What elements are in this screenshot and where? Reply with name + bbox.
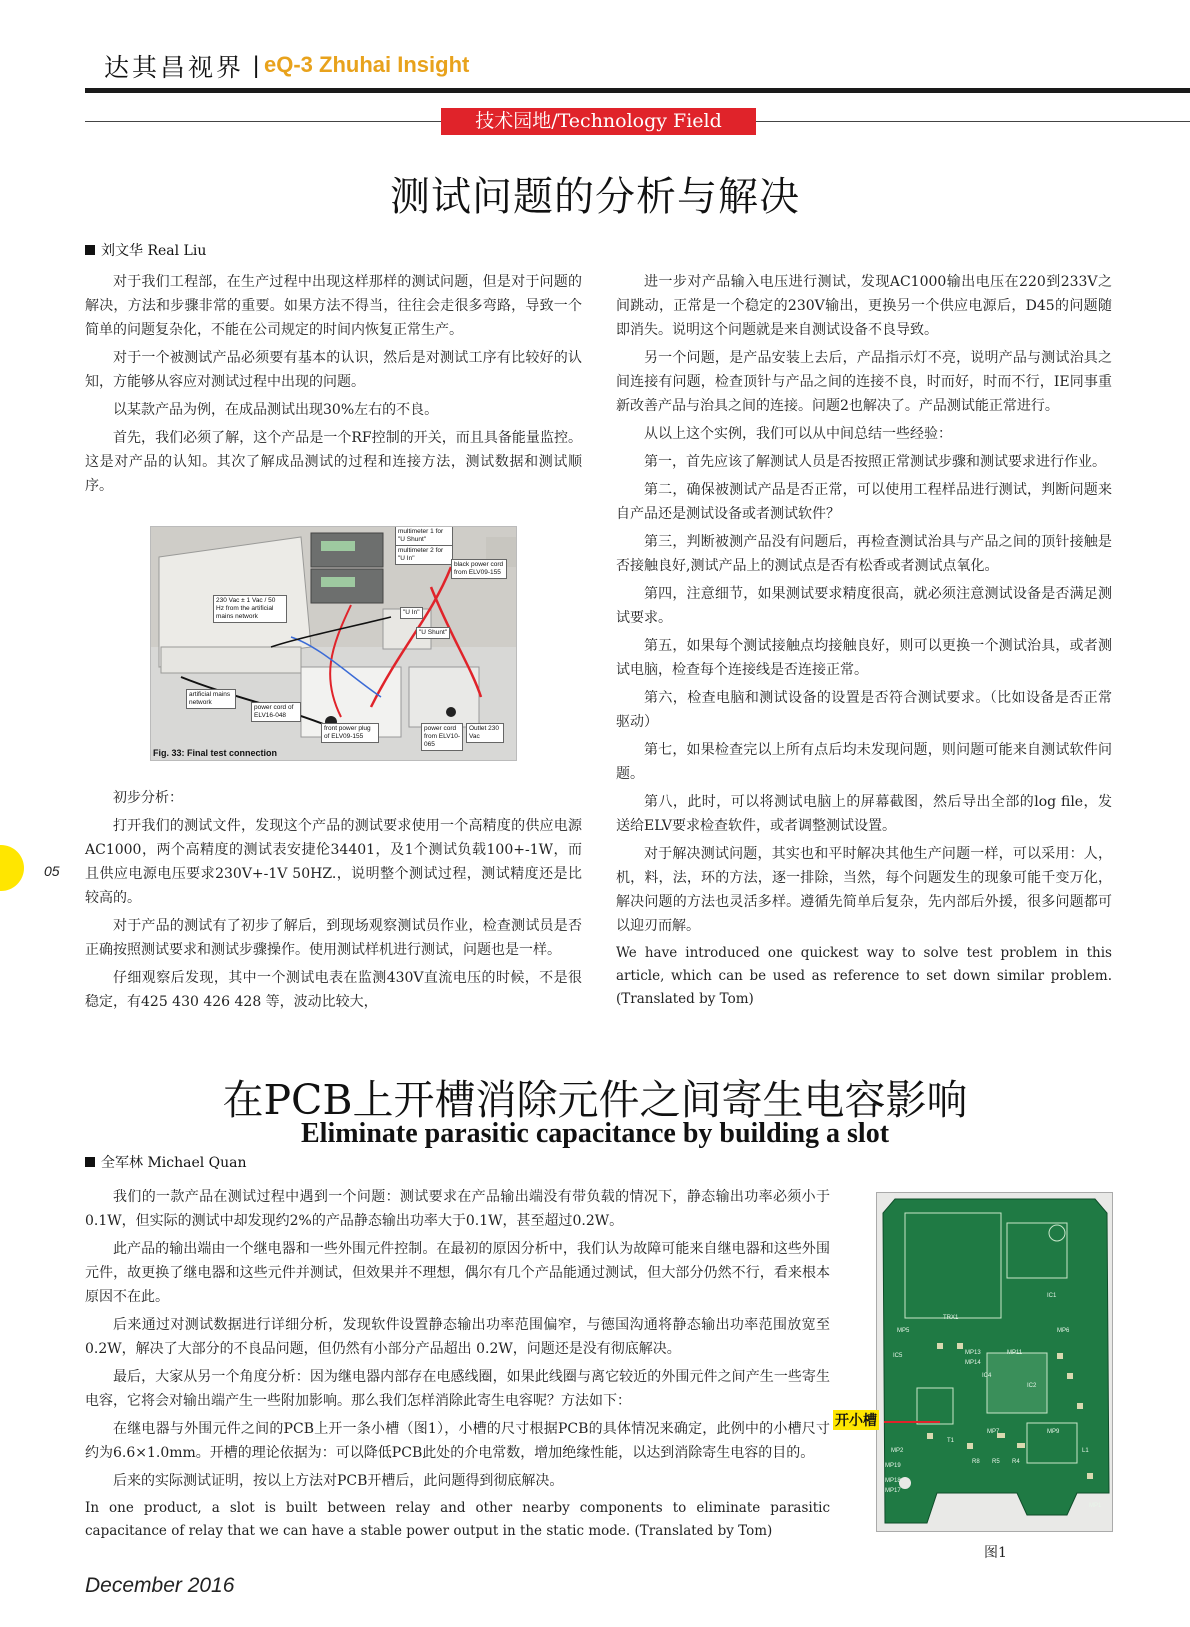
paragraph: 从以上这个实例，我们可以从中间总结一些经验：	[644, 426, 952, 442]
section-rule-left	[85, 121, 441, 122]
paragraph: 第二，确保被测试产品是否正常，可以使用工程样品进行测试，判断问题来自产品还是测试设备或者测试软件？	[616, 482, 1112, 522]
paragraph: 对于解决测试问题，其实也和平时解决其他生产问题一样，可以采用：人，机，料，法，环的方法，逐一排除，当然，每个问题发生的现象可能千变万化，解决问题的方法也灵活多样。遵循先简单后复杂，先内部后外援，很多问题都可以迎刃而解。	[616, 846, 1112, 934]
section-badge: 技术园地/Technology Field	[441, 108, 756, 135]
paragraph: 第六，检查电脑和测试设备的设置是否符合测试要求。（比如设备是否正常驱动）	[616, 690, 1112, 730]
page-marker-dot	[0, 845, 24, 891]
pcb-silkscreen-label: IC5	[893, 1353, 903, 1359]
article1-author-name: 刘文华 Real Liu	[101, 243, 207, 259]
photo-callout: multimeter 2 for "U In"	[395, 545, 453, 565]
english-summary: We have introduced one quickest way to solve test problem in this article, which can be used as reference to set down similar problem. (Translated by Tom)	[616, 945, 1112, 1007]
pcb-silkscreen-label: MP7	[987, 1429, 1000, 1435]
english-summary: In one product, a slot is built between relay and other nearby components to eliminate parasitic capacitance of relay that we can have a stable power output in the static mode. (Translated by Tom)	[85, 1500, 830, 1539]
photo-callout: power cord of ELV16-048	[251, 702, 301, 722]
paragraph: 对于我们工程部，在生产过程中出现这样那样的测试问题，但是对于问题的解决，方法和步骤非常的重要。如果方法不得当，往往会走很多弯路，导致一个简单的问题复杂化，不能在公司规定的时间内恢复正常生产。	[85, 274, 582, 338]
paragraph: 第一，首先应该了解测试人员是否按照正常测试步骤和测试要求进行作业。	[644, 454, 1106, 470]
issue-date: December 2016	[85, 1574, 235, 1597]
paragraph: 我们的一款产品在测试过程中遇到一个问题：测试要求在产品输出端没有带负载的情况下，静态输出功率必须小于0.1W，但实际的测试中却发现约2%的产品静态输出功率大于0.1W，甚至超过0.2W。	[85, 1189, 830, 1229]
paragraph: 另一个问题，是产品安装上去后，产品指示灯不亮，说明产品与测试治具之间连接有问题，检查顶针与产品之间的连接不良，时而好，时而不行，IE同事重新改善产品与治具之间的连接。问题2也解决了。产品测试能正常进行。	[616, 350, 1112, 414]
pcb-photo	[876, 1192, 1113, 1532]
pcb-silkscreen-label: T1	[947, 1438, 955, 1444]
paragraph: 第四，注意细节，如果测试要求精度很高，就必须注意测试设备是否满足测试要求。	[616, 586, 1112, 626]
pcb-silkscreen-label: TRX1	[943, 1315, 959, 1321]
pcb-silkscreen-label: MP9	[1047, 1429, 1060, 1435]
photo-callout: "U Shunt"	[416, 627, 450, 639]
paragraph: 对于产品的测试有了初步了解后，到现场观察测试员作业，检查测试员是否正确按照测试要求和测试步骤操作。使用测试样机进行测试，问题也是一样。	[85, 918, 582, 958]
pcb-silkscreen-label: IC4	[982, 1373, 992, 1379]
page-number: 05	[44, 863, 60, 879]
photo-callout: black power cord from ELV09-155	[451, 559, 507, 579]
paragraph: 在继电器与外围元件之间的PCB上开一条小槽（图1），小槽的尺寸根据PCB的具体情况来确定，此例中的小槽尺寸约为6.6×1.0mm。开槽的理论依据为：可以降低PCB此处的介电常数，增加绝缘性能，以达到消除寄生电容的目的。	[85, 1421, 830, 1461]
pcb-silkscreen-label: MP13	[965, 1350, 981, 1356]
paragraph: 进一步对产品输入电压进行测试，发现AC1000输出电压在220到233V之间跳动，正常是一个稳定的230V输出，更换另一个供应电源后，D45的问题随即消失。说明这个问题就是来自测试设备不良导致。	[616, 274, 1112, 338]
slot-marker	[884, 1421, 940, 1423]
author-bullet-icon	[85, 245, 95, 255]
paragraph: 仔细观察后发现，其中一个测试电表在监测430V直流电压的时候，不是很稳定，有425 430 426 428 等，波动比较大，	[85, 970, 582, 1010]
article2-author	[85, 1152, 247, 1172]
pcb-silkscreen-label: L1	[1082, 1448, 1089, 1454]
pcb-silkscreen-label: MP14	[965, 1360, 981, 1366]
paragraph: 此产品的输出端由一个继电器和一些外围元件控制。在最初的原因分析中，我们认为故障可能来自继电器和这些外围元件，故更换了继电器和这些元件并测试，但效果并不理想，偶尔有几个产品能通过测试，但大部分仍然不行，看来根本原因不在此。	[85, 1241, 830, 1305]
pcb-silkscreen-label: MP6	[1057, 1328, 1070, 1334]
header-rule	[85, 88, 1190, 93]
author-bullet-icon	[85, 1157, 95, 1167]
magazine-brand-en: eQ-3 Zhuhai Insight	[264, 52, 470, 77]
section-rule-right	[756, 121, 1190, 122]
paragraph: 后来通过对测试数据进行详细分析，发现软件设置静态输出功率范围偏窄，与德国沟通将静态输出功率范围放宽至 0.2W，解决了大部分的不良品问题，但仍然有小部分产品超出 0.2W，问题还是没有彻底解决。	[85, 1317, 830, 1357]
pcb-silkscreen-label: IC1	[1047, 1293, 1057, 1299]
pcb-silkscreen-label: R4	[1012, 1459, 1020, 1465]
pcb-illustration	[877, 1193, 1112, 1531]
article2-title: 在PCB上开槽消除元件之间寄生电容影响	[222, 1076, 968, 1124]
pcb-silkscreen-label: MP17	[885, 1488, 901, 1494]
pcb-silkscreen-label: MP5	[897, 1328, 910, 1334]
photo-callout: multimeter 1 for "U Shunt"	[395, 526, 453, 546]
paragraph: 最后，大家从另一个角度分析：因为继电器内部存在电感线圈，如果此线圈与离它较近的外围元件之间产生一些寄生电容，它将会对输出端产生一些附加影响。那么我们怎样消除此寄生电容呢？方法如下：	[85, 1369, 830, 1409]
article1-author	[85, 240, 206, 260]
photo-callout: artificial mains network	[186, 689, 236, 709]
pcb-silkscreen-label: MP11	[1007, 1350, 1023, 1356]
photo-caption: Fig. 33: Final test connection	[153, 748, 278, 758]
paragraph: 第五，如果每个测试接触点均接触良好，则可以更换一个测试治具，或者测试电脑，检查每个连接线是否连接正常。	[616, 638, 1112, 678]
pcb-silkscreen-label: IC2	[1027, 1383, 1037, 1389]
article1-column1-bottom	[85, 786, 582, 1018]
slot-label: 开小槽	[833, 1410, 879, 1430]
header-separator: |	[253, 52, 260, 79]
article1-title: 测试问题的分析与解决	[390, 174, 800, 220]
paragraph: 初步分析：	[113, 790, 183, 806]
figure-caption: 图1	[984, 1545, 1007, 1561]
paragraph: 第七，如果检查完以上所有点后均未发现问题，则问题可能来自测试软件问题。	[616, 742, 1112, 782]
magazine-brand-cn: 达其昌视界	[104, 53, 245, 82]
pcb-silkscreen-label: MP2	[891, 1448, 904, 1454]
paragraph: 对于一个被测试产品必须要有基本的认识，然后是对测试工序有比较好的认知，方能够从容应对测试过程中出现的问题。	[85, 350, 582, 390]
pcb-silkscreen-label: R5	[992, 1459, 1000, 1465]
article1-column2	[616, 270, 1112, 1015]
paragraph: 首先，我们必须了解，这个产品是一个RF控制的开关，而且具备能量监控。这是对产品的认知。其次了解成品测试的过程和连接方法，测试数据和测试顺序。	[85, 430, 582, 494]
paragraph: 以某款产品为例，在成品测试出现30%左右的不良。	[113, 402, 439, 418]
pcb-silkscreen-label: MP1	[1089, 1503, 1102, 1509]
photo-callout: Outlet 230 Vac	[466, 723, 504, 743]
paragraph: 后来的实际测试证明，按以上方法对PCB开槽后，此问题得到彻底解决。	[113, 1473, 564, 1489]
article2-body	[85, 1185, 830, 1547]
photo-callout: "U In"	[400, 607, 423, 619]
pcb-silkscreen-label: MP19	[885, 1463, 901, 1469]
pcb-silkscreen-label: R8	[972, 1459, 980, 1465]
article2-title-en: Eliminate parasitic capacitance by building a slot	[300, 1118, 890, 1149]
article1-column1-top	[85, 270, 582, 502]
photo-callout: front power plug of ELV09-155	[321, 723, 379, 743]
article2-author-name: 全军林 Michael Quan	[101, 1155, 247, 1171]
test-setup-photo	[150, 526, 517, 761]
photo-callout: power cord from ELV10-065	[421, 723, 463, 751]
paragraph: 第三，判断被测产品没有问题后，再检查测试治具与产品之间的顶针接触是否接触良好,测试产品上的测试点是否有松香或者测试点氧化。	[616, 534, 1112, 574]
photo-callout: 230 Vac ± 1 Vac / 50 Hz from the artificial mains network	[213, 595, 287, 623]
paragraph: 第八，此时，可以将测试电脑上的屏幕截图，然后导出全部的log file，发送给ELV要求检查软件，或者调整测试设置。	[616, 794, 1112, 834]
paragraph: 打开我们的测试文件，发现这个产品的测试要求使用一个高精度的供应电源AC1000，两个高精度的测试表安捷伦34401，及1个测试负载100+-1W，而且供应电源电压要求230V+-1V 50HZ.，说明整个测试过程，测试精度还是比较高的。	[85, 818, 582, 906]
pcb-silkscreen-label: MP18	[885, 1478, 901, 1484]
